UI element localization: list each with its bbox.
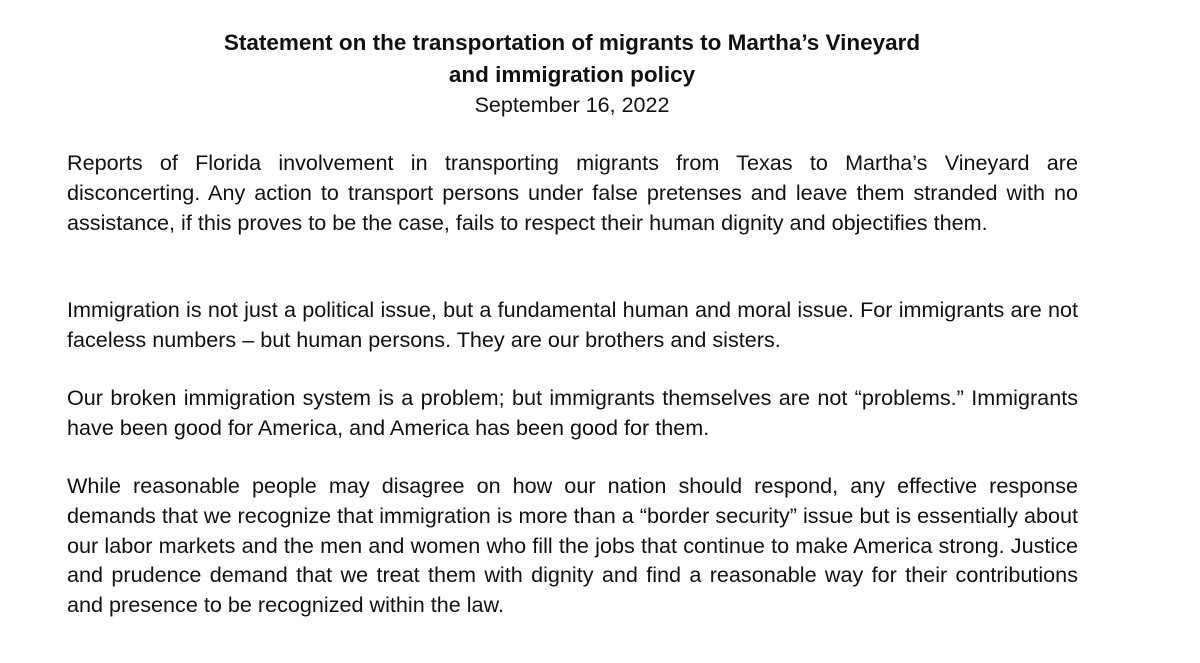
paragraph-1: Reports of Florida involvement in transporting migrants from Texas to Martha’s Vineyard are disconcerting. Any action to transport persons under false pretenses and leave them stranded with no assistance, if this proves to be the case, fails to respect their human dignity and objectifies them. bbox=[67, 150, 1078, 235]
paragraph-4: While reasonable people may disagree on how our nation should respond, any effective response demands that we recognize that immigration is more than a “border security” issue but is essentially about our labor markets and the men and women who fill the jobs that continue to make America strong. Justice and prudence demand that we treat them with dignity and find a reasonable way for their contributions and presence to be recognized within the law. bbox=[67, 473, 1078, 618]
document-title-line-2: and immigration policy bbox=[448, 62, 696, 87]
document-date: September 16, 2022 bbox=[474, 93, 670, 117]
document-title-line-1: Statement on the transportation of migrants to Martha’s Vineyard bbox=[223, 30, 921, 55]
paragraph-3: Our broken immigration system is a problem; but immigrants themselves are not “problems.” Immigrants have been good for America, and America has been good for them. bbox=[67, 385, 1078, 440]
paragraph-2: Immigration is not just a political issue, but a fundamental human and moral issue. For immigrants are not faceless numbers – but human persons. They are our brothers and sisters. bbox=[67, 297, 1078, 352]
